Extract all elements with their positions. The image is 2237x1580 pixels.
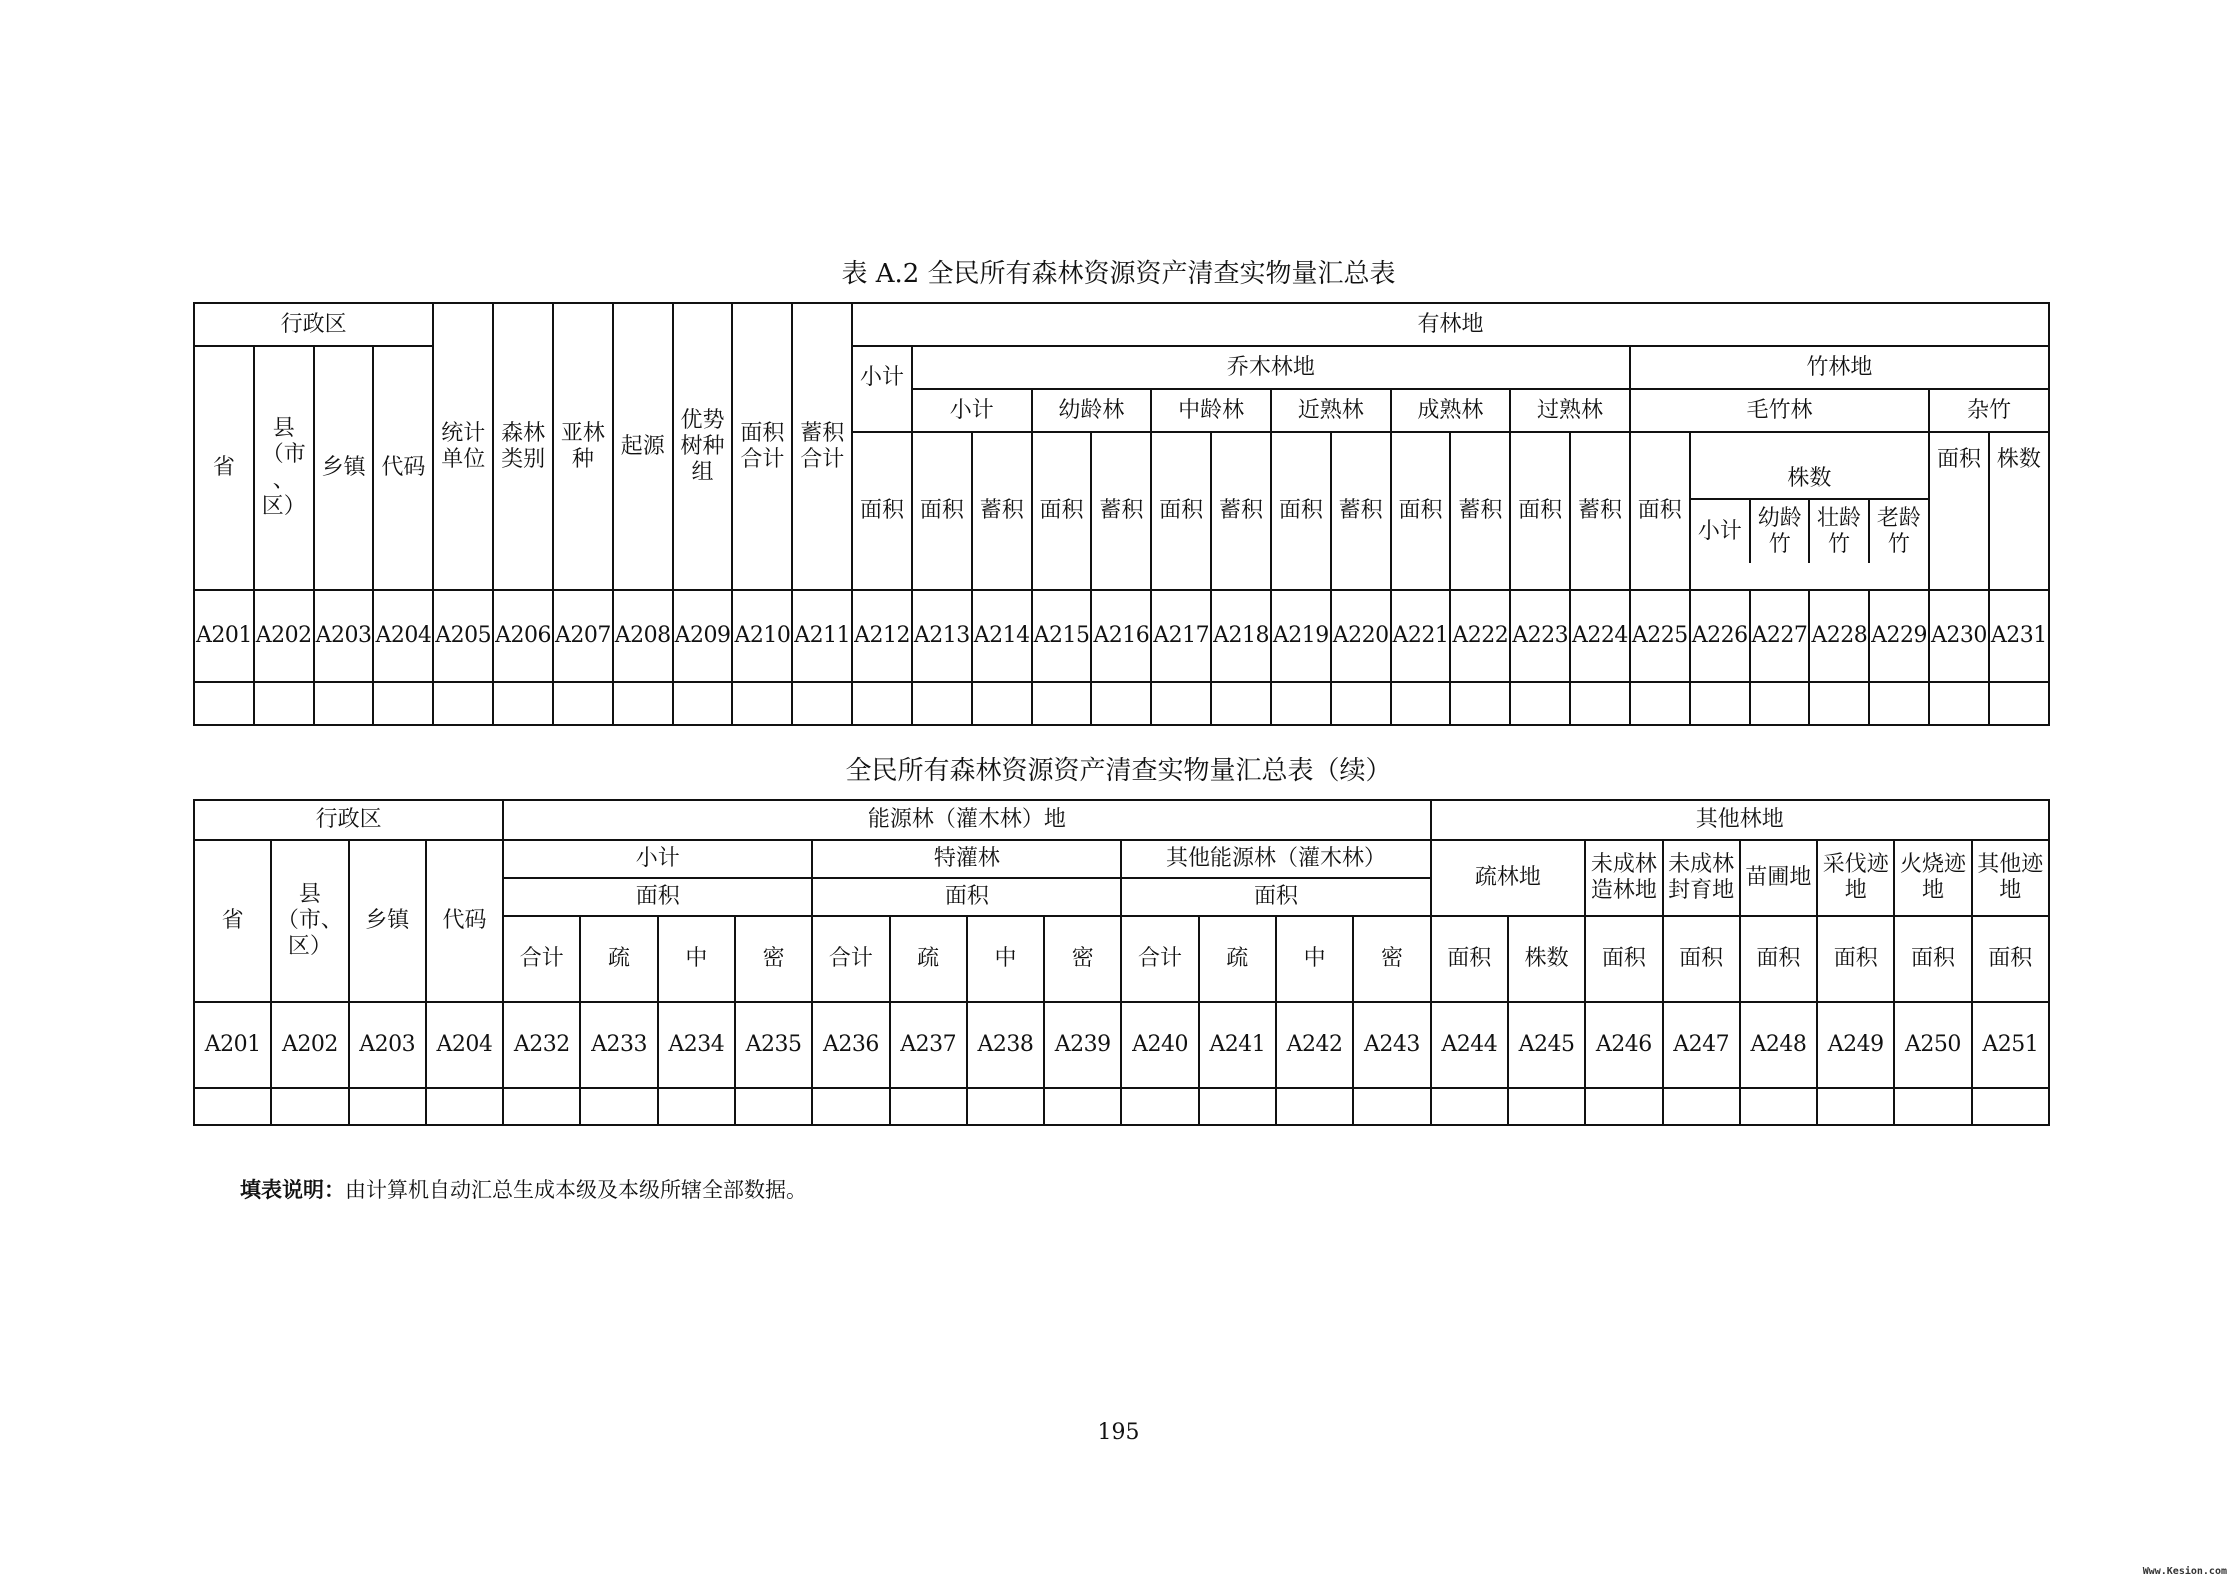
header-province: 省 xyxy=(194,840,271,1002)
header-sparse: 疏 xyxy=(890,916,967,1002)
header-burned: 火烧迹 地 xyxy=(1894,840,1971,916)
column-code: A223 xyxy=(1510,590,1570,682)
column-code: A203 xyxy=(349,1002,426,1088)
note-text: 由计算机自动汇总生成本级及本级所辖全部数据。 xyxy=(345,1178,807,1202)
header-dense: 密 xyxy=(1044,916,1121,1002)
column-code: A238 xyxy=(967,1002,1044,1088)
column-code: A218 xyxy=(1211,590,1271,682)
column-code: A201 xyxy=(194,1002,271,1088)
header-area: 面积 xyxy=(503,878,812,916)
header-mature: 成熟林 xyxy=(1391,389,1511,432)
header-province: 省 xyxy=(194,346,254,590)
header-area: 面积 xyxy=(1740,916,1817,1002)
column-code: A230 xyxy=(1929,590,1989,682)
code-row xyxy=(194,590,2049,682)
column-code: A245 xyxy=(1508,1002,1585,1088)
column-code: A235 xyxy=(735,1002,812,1088)
data-cell xyxy=(732,682,792,725)
data-cell xyxy=(1450,682,1510,725)
header-medium: 中 xyxy=(1276,916,1353,1002)
column-code: A239 xyxy=(1044,1002,1121,1088)
header-area: 面积 xyxy=(1894,916,1971,1002)
data-cell xyxy=(493,682,553,725)
header-stem-count: 株数 xyxy=(1989,432,2049,590)
header-volume: 蓄积 xyxy=(1091,432,1151,590)
column-code: A205 xyxy=(433,590,493,682)
data-cell xyxy=(433,682,493,725)
data-cell xyxy=(1585,1088,1662,1125)
data-cell xyxy=(1894,1088,1971,1125)
data-cell xyxy=(194,1088,271,1125)
column-code: A244 xyxy=(1431,1002,1508,1088)
data-cell xyxy=(1121,1088,1198,1125)
header-county: 县 （市 、 区） xyxy=(254,346,314,590)
header-area: 面积 xyxy=(1391,432,1451,590)
header-medium: 中 xyxy=(658,916,735,1002)
header-other-energy: 其他能源林（灌木林） xyxy=(1121,840,1430,878)
header-origin: 起源 xyxy=(613,303,673,590)
data-cell xyxy=(503,1088,580,1125)
data-cell xyxy=(1663,1088,1740,1125)
note-label: 填表说明： xyxy=(240,1177,345,1202)
header-area: 面积 xyxy=(1972,916,2049,1002)
data-cell xyxy=(1391,682,1451,725)
header-open-forest: 疏林地 xyxy=(1431,840,1586,916)
table1-title: 表 A.2 全民所有森林资源资产清查实物量汇总表 xyxy=(841,259,1396,289)
data-cell xyxy=(1353,1088,1430,1125)
header-volume: 蓄积 xyxy=(1570,432,1630,590)
header-area: 面积 xyxy=(1630,432,1690,590)
column-code: A211 xyxy=(792,590,852,682)
column-code: A233 xyxy=(580,1002,657,1088)
column-code: A240 xyxy=(1121,1002,1198,1088)
header-stems-subtotal: 小计 xyxy=(1691,499,1750,563)
data-cell xyxy=(349,1088,426,1125)
empty-data-row xyxy=(194,682,2049,725)
column-code: A216 xyxy=(1091,590,1151,682)
header-dense: 密 xyxy=(735,916,812,1002)
data-cell xyxy=(1331,682,1391,725)
summary-table xyxy=(193,302,2050,726)
header-area: 面积 xyxy=(1271,432,1331,590)
data-cell xyxy=(373,682,433,725)
header-sparse: 疏 xyxy=(580,916,657,1002)
data-cell xyxy=(1091,682,1151,725)
column-code: A201 xyxy=(194,590,254,682)
data-cell xyxy=(1989,682,2049,725)
header-young: 幼龄林 xyxy=(1032,389,1152,432)
column-code: A241 xyxy=(1199,1002,1276,1088)
column-code: A224 xyxy=(1570,590,1630,682)
data-cell xyxy=(1211,682,1271,725)
data-cell xyxy=(852,682,912,725)
header-stems: 株数 xyxy=(1691,459,1928,499)
header-stat-unit: 统计 单位 xyxy=(433,303,493,590)
data-cell xyxy=(735,1088,812,1125)
data-cell xyxy=(812,1088,889,1125)
header-area: 面积 xyxy=(1817,916,1894,1002)
data-cell xyxy=(314,682,374,725)
column-code: A229 xyxy=(1869,590,1929,682)
data-cell xyxy=(1271,682,1331,725)
header-old-bamboo: 老龄 竹 xyxy=(1876,505,1921,557)
data-cell xyxy=(1630,682,1690,725)
header-arbor: 乔木林地 xyxy=(912,346,1630,389)
page-number: 195 xyxy=(1097,1420,1140,1445)
data-cell xyxy=(1044,1088,1121,1125)
header-area: 面积 xyxy=(1121,878,1430,916)
data-cell xyxy=(1972,1088,2049,1125)
data-cell xyxy=(271,1088,348,1125)
column-code: A243 xyxy=(1353,1002,1430,1088)
data-cell xyxy=(254,682,314,725)
header-total: 合计 xyxy=(503,916,580,1002)
data-cell xyxy=(1929,682,1989,725)
data-cell xyxy=(1199,1088,1276,1125)
column-code: A231 xyxy=(1989,590,2049,682)
data-cell xyxy=(792,682,852,725)
header-total: 合计 xyxy=(812,916,889,1002)
data-cell xyxy=(1740,1088,1817,1125)
column-code: A208 xyxy=(613,590,673,682)
data-cell xyxy=(1869,682,1929,725)
header-misc-bamboo: 杂竹 xyxy=(1929,389,2049,432)
column-code: A203 xyxy=(314,590,374,682)
header-town: 乡镇 xyxy=(349,840,426,1002)
column-code: A219 xyxy=(1271,590,1331,682)
column-code: A204 xyxy=(373,590,433,682)
column-code: A222 xyxy=(1450,590,1510,682)
header-arbor-subtotal: 小计 xyxy=(912,389,1032,432)
column-code: A207 xyxy=(553,590,613,682)
column-code: A206 xyxy=(493,590,553,682)
header-sparse: 疏 xyxy=(1199,916,1276,1002)
header-admin: 行政区 xyxy=(194,800,503,840)
column-code: A242 xyxy=(1276,1002,1353,1088)
column-code: A202 xyxy=(254,590,314,682)
data-cell xyxy=(1151,682,1211,725)
column-code: A237 xyxy=(890,1002,967,1088)
column-code: A236 xyxy=(812,1002,889,1088)
data-cell xyxy=(1817,1088,1894,1125)
header-volume: 蓄积 xyxy=(1211,432,1271,590)
header-special-shrub: 特灌林 xyxy=(812,840,1121,878)
header-other-forestland: 其他林地 xyxy=(1431,800,2049,840)
header-area: 面积 xyxy=(1431,916,1508,1002)
header-county: 县 （市、 区） xyxy=(271,840,348,1002)
header-over-mature: 过熟林 xyxy=(1510,389,1630,432)
stems-group xyxy=(1690,432,1929,590)
data-cell xyxy=(426,1088,503,1125)
header-area: 面积 xyxy=(912,432,972,590)
data-cell xyxy=(673,682,733,725)
header-total: 合计 xyxy=(1121,916,1198,1002)
data-cell xyxy=(967,1088,1044,1125)
data-cell xyxy=(972,682,1032,725)
column-code: A209 xyxy=(673,590,733,682)
data-cell xyxy=(613,682,673,725)
header-volume-total: 蓄积 合计 xyxy=(792,303,852,590)
header-young-bamboo: 幼龄 竹 xyxy=(1750,499,1809,563)
header-dominant-species: 优势 树种 组 xyxy=(673,303,733,590)
header-unclosed: 未成林 封育地 xyxy=(1663,840,1740,916)
column-code: A220 xyxy=(1331,590,1391,682)
column-code: A251 xyxy=(1972,1002,2049,1088)
column-code: A210 xyxy=(732,590,792,682)
column-code: A247 xyxy=(1663,1002,1740,1088)
data-cell xyxy=(1690,682,1750,725)
header-medium: 中 xyxy=(967,916,1044,1002)
summary-table-continued xyxy=(193,799,2050,1126)
column-code: A225 xyxy=(1630,590,1690,682)
header-nursery: 苗圃地 xyxy=(1740,840,1817,916)
header-area: 面积 xyxy=(812,878,1121,916)
data-cell xyxy=(658,1088,735,1125)
header-area-total: 面积 合计 xyxy=(732,303,792,590)
column-code: A246 xyxy=(1585,1002,1662,1088)
header-logged: 采伐迹 地 xyxy=(1817,840,1894,916)
header-unestablished: 未成林 造林地 xyxy=(1585,840,1662,916)
header-other-trace: 其他迹 地 xyxy=(1972,840,2049,916)
empty-data-row xyxy=(194,1088,2049,1125)
header-area: 面积 xyxy=(1663,916,1740,1002)
data-cell xyxy=(1809,682,1869,725)
header-forestland: 有林地 xyxy=(852,303,2049,346)
column-code: A232 xyxy=(503,1002,580,1088)
header-area: 面积 xyxy=(1032,432,1092,590)
column-code: A221 xyxy=(1391,590,1451,682)
data-cell xyxy=(194,682,254,725)
column-code: A227 xyxy=(1750,590,1810,682)
header-volume: 蓄积 xyxy=(972,432,1032,590)
watermark: Www.Kesion.com xyxy=(2142,1566,2227,1577)
header-area: 面积 xyxy=(1585,916,1662,1002)
header-volume: 蓄积 xyxy=(1450,432,1510,590)
column-code: A214 xyxy=(972,590,1032,682)
header-bamboo: 竹林地 xyxy=(1630,346,2049,389)
column-code: A249 xyxy=(1817,1002,1894,1088)
column-code: A234 xyxy=(658,1002,735,1088)
header-admin: 行政区 xyxy=(194,303,433,346)
data-cell xyxy=(1276,1088,1353,1125)
column-code: A212 xyxy=(852,590,912,682)
data-cell xyxy=(553,682,613,725)
data-cell xyxy=(912,682,972,725)
data-cell xyxy=(1431,1088,1508,1125)
header-near-mature: 近熟林 xyxy=(1271,389,1391,432)
header-code: 代码 xyxy=(426,840,503,1002)
data-cell xyxy=(1510,682,1570,725)
header-town: 乡镇 xyxy=(314,346,374,590)
data-cell xyxy=(1750,682,1810,725)
code-row xyxy=(194,1002,2049,1088)
data-cell xyxy=(1032,682,1092,725)
column-code: A250 xyxy=(1894,1002,1971,1088)
data-cell xyxy=(1570,682,1630,725)
header-area: 面积 xyxy=(1929,432,1989,590)
header-subtotal: 小计 xyxy=(503,840,812,878)
column-code: A213 xyxy=(912,590,972,682)
column-code: A248 xyxy=(1740,1002,1817,1088)
fill-instructions xyxy=(240,1174,807,1204)
column-code: A228 xyxy=(1809,590,1869,682)
header-stems: 株数 xyxy=(1508,916,1585,1002)
header-moso: 毛竹林 xyxy=(1630,389,1929,432)
header-volume: 蓄积 xyxy=(1331,432,1391,590)
data-cell xyxy=(1508,1088,1585,1125)
column-code: A217 xyxy=(1151,590,1211,682)
column-code: A226 xyxy=(1690,590,1750,682)
header-energy-forest: 能源林（灌木林）地 xyxy=(503,800,1431,840)
data-cell xyxy=(890,1088,967,1125)
header-dense: 密 xyxy=(1353,916,1430,1002)
header-area: 面积 xyxy=(852,432,912,590)
header-code: 代码 xyxy=(373,346,433,590)
column-code: A204 xyxy=(426,1002,503,1088)
header-subforest: 亚林 种 xyxy=(553,303,613,590)
header-area: 面积 xyxy=(1510,432,1570,590)
header-middle: 中龄林 xyxy=(1151,389,1271,432)
header-area: 面积 xyxy=(1151,432,1211,590)
column-code: A215 xyxy=(1032,590,1092,682)
header-strong-bamboo: 壮龄 竹 xyxy=(1809,499,1868,563)
header-subtotal: 小计 xyxy=(852,346,912,432)
header-forest-type: 森林 类别 xyxy=(493,303,553,590)
column-code: A202 xyxy=(271,1002,348,1088)
table2-title: 全民所有森林资源资产清查实物量汇总表（续） xyxy=(845,756,1392,786)
data-cell xyxy=(580,1088,657,1125)
